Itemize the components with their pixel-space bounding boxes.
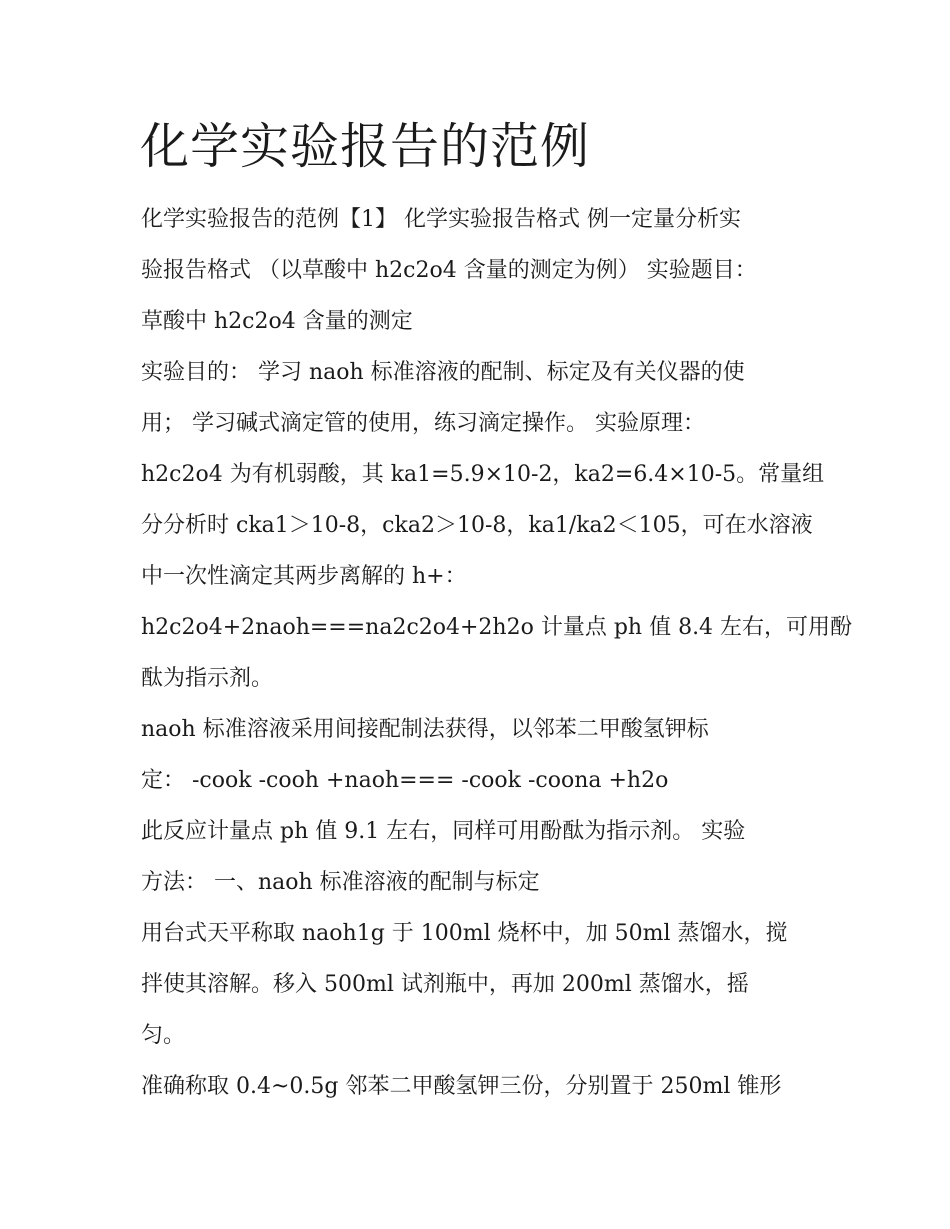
text-line: 草酸中 h2c2o4 含量的测定 — [141, 309, 413, 334]
text-line: 用台式天平称取 naoh1g 于 100ml 烧杯中，加 50ml 蒸馏水，搅 — [141, 921, 788, 946]
text-line: 准确称取 0.4~0.5g 邻苯二甲酸氢钾三份，分别置于 250ml 锥形 — [141, 1074, 782, 1099]
text-line: 方法： 一、naoh 标准溶液的配制与标定 — [141, 870, 540, 895]
text-line: 定： -cook -cooh +naoh=== -cook -coona +h2o — [141, 768, 669, 793]
page-title: 化学实验报告的范例 — [140, 118, 591, 175]
text-line: naoh 标准溶液采用间接配制法获得，以邻苯二甲酸氢钾标 — [141, 717, 709, 742]
text-line: 用； 学习碱式滴定管的使用，练习滴定操作。 实验原理： — [141, 411, 705, 436]
text-line: 分分析时 cka1＞10-8，cka2＞10-8，ka1/ka2＜105，可在水溶液 — [141, 513, 813, 538]
text-line: 中一次性滴定其两步离解的 h+： — [141, 564, 467, 589]
text-line: 拌使其溶解。移入 500ml 试剂瓶中，再加 200ml 蒸馏水，摇 — [141, 972, 749, 997]
text-line: 酞为指示剂。 — [141, 666, 274, 691]
text-line: 实验目的： 学习 naoh 标准溶液的配制、标定及有关仪器的使 — [141, 360, 745, 385]
text-line: 匀。 — [141, 1023, 186, 1048]
text-line: h2c2o4+2naoh===na2c2o4+2h2o 计量点 ph 值 8.4 左右，可用酚 — [141, 615, 853, 640]
text-line: h2c2o4 为有机弱酸，其 ka1=5.9×10-2，ka2=6.4×10-5。常量组 — [141, 462, 825, 487]
text-line: 化学实验报告的范例【1】 化学实验报告格式 例一定量分析实 — [141, 207, 741, 232]
text-line: 验报告格式 （以草酸中 h2c2o4 含量的测定为例） 实验题目： — [141, 258, 757, 283]
text-line: 此反应计量点 ph 值 9.1 左右，同样可用酚酞为指示剂。 实验 — [141, 819, 746, 844]
